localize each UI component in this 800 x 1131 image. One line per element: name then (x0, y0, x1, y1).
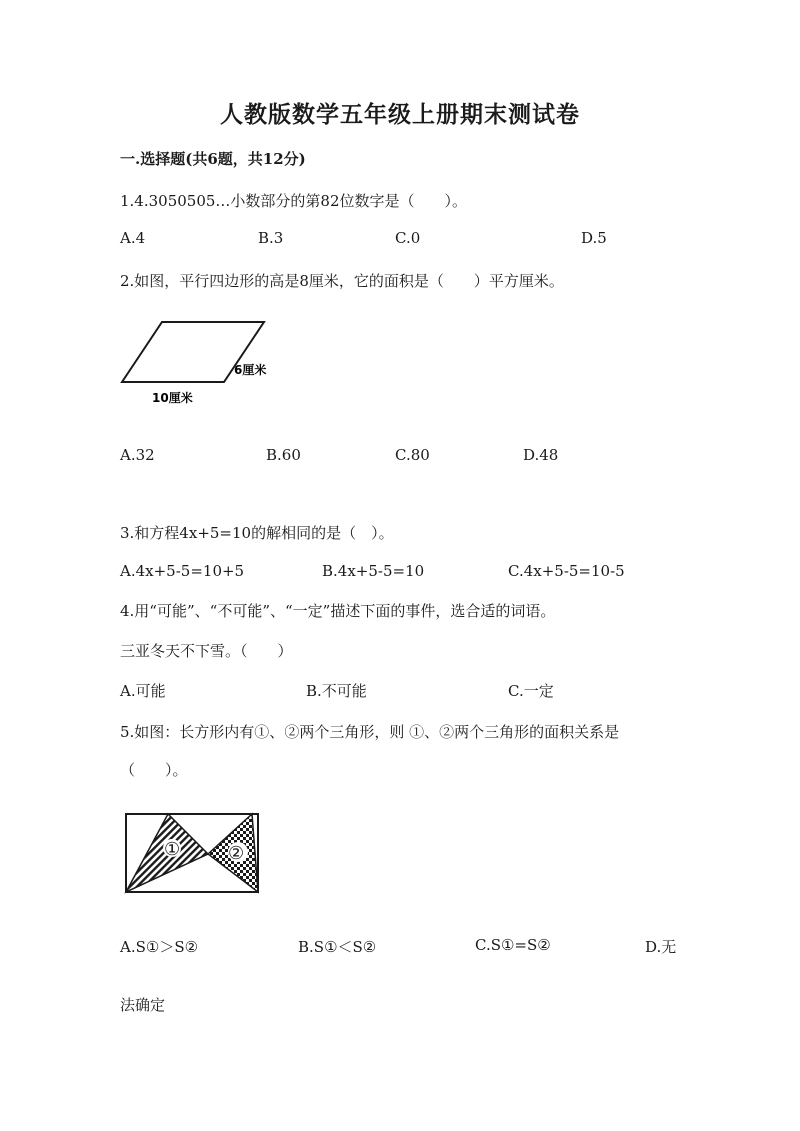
q2-option-d: D.48 (523, 446, 559, 464)
question-5-stem-cont: （ ）。 (120, 761, 188, 779)
question-2-stem: 2.如图，平行四边形的高是8厘米，它的面积是（ ）平方厘米。 (120, 272, 564, 290)
q5-option-d: D.无 (645, 938, 677, 956)
triangle-2-label: ② (228, 843, 245, 864)
question-1-stem: 1.4.3050505…小数部分的第82位数字是（ ）。 (120, 192, 468, 210)
q1-option-b: B.3 (258, 229, 284, 247)
q4-option-a: A.可能 (120, 682, 166, 700)
q1-option-a: A.4 (120, 229, 146, 247)
q5-option-b: B.S①＜S② (298, 938, 377, 956)
q5-option-d-cont: 法确定 (120, 996, 166, 1014)
question-3-stem: 3.和方程4x+5=10的解相同的是（ ）。 (120, 524, 394, 542)
q5-option-c: C.S①=S② (475, 936, 551, 954)
q4-option-c: C.一定 (508, 682, 554, 700)
base-length-label: 10厘米 (152, 391, 193, 405)
q2-option-b: B.60 (266, 446, 301, 464)
q3-option-b: B.4x+5-5=10 (322, 562, 425, 580)
q3-option-a: A.4x+5-5=10+5 (120, 562, 245, 580)
q3-option-c: C.4x+5-5=10-5 (508, 562, 625, 580)
q4-option-b: B.不可能 (306, 682, 367, 700)
q5-option-a: A.S①＞S② (120, 938, 199, 956)
triangle-1-label: ① (164, 839, 181, 860)
q1-option-d: D.5 (581, 229, 607, 247)
rectangle-triangles-figure (120, 810, 264, 896)
page-title: 人教版数学五年级上册期末测试卷 (220, 101, 580, 128)
section-heading: 一.选择题(共6题，共12分) (120, 150, 306, 168)
question-5-stem: 5.如图：长方形内有①、②两个三角形，则 ①、②两个三角形的面积关系是 (120, 723, 620, 741)
q2-option-c: C.80 (395, 446, 430, 464)
question-4-stem: 4.用“可能”、“不可能”、“一定”描述下面的事件，选合适的词语。 (120, 602, 556, 620)
q1-option-c: C.0 (395, 229, 421, 247)
q2-option-a: A.32 (120, 446, 155, 464)
question-4-sub: 三亚冬天不下雪。（ ） (120, 642, 293, 660)
parallelogram-figure (116, 314, 286, 409)
side-length-label: 6厘米 (234, 363, 267, 377)
